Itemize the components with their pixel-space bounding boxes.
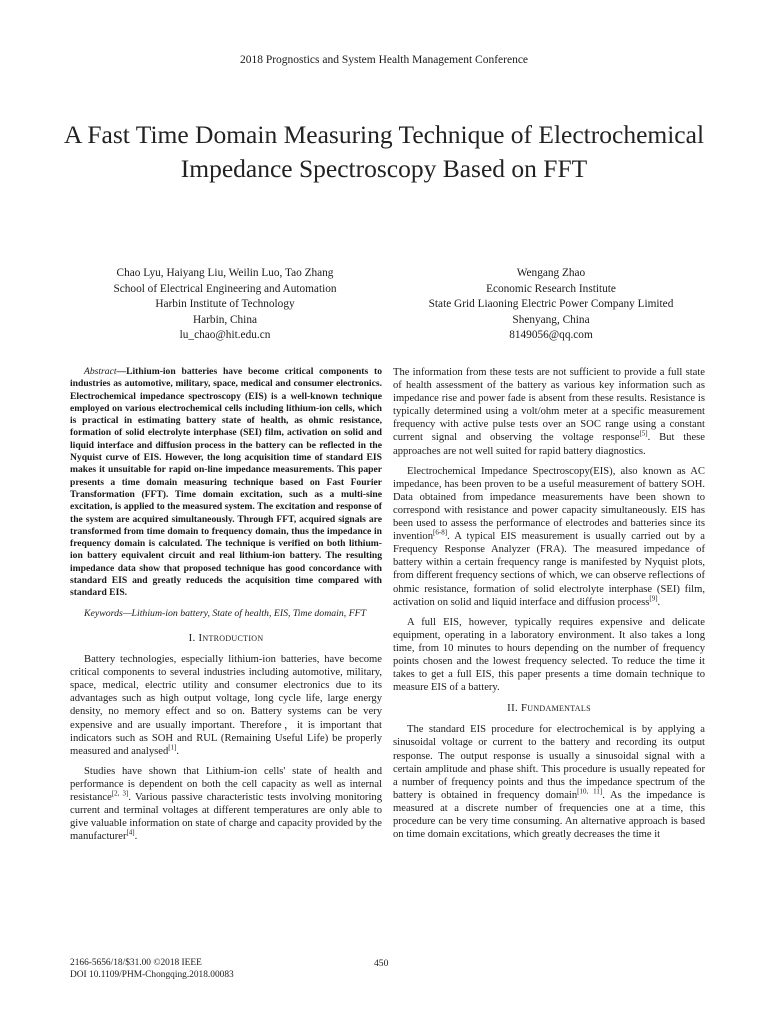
paper-title: A Fast Time Domain Measuring Technique of Electrochemical Impedance Spectroscopy Based on FFT — [63, 120, 705, 183]
abstract-label: Abstract — [84, 366, 117, 377]
keywords: Keywords—Lithium-ion battery, State of health, EIS, Time domain, FFT — [84, 607, 367, 619]
left-column — [70, 366, 382, 850]
citation: [1] — [168, 743, 177, 752]
author-names: Wengang Zhao — [516, 267, 586, 279]
citation: [4] — [126, 828, 135, 837]
abstract-text: —Lithium-ion batteries have become critical components to industries as automotive, military, space, medical and consumer electronics. Electrochemical impedance spectroscopy (EIS) is a well-known technique employed on various electrochemical cells including lithium-ion cells, which is practical in estimating battery state of health, as ohmic resistance, formation of solid electrolyte interphase (SEI) film, activation on solid and liquid interface and diffusion process in the battery can be reflected in the Nyquist curve of EIS. However, the long acquisition time of standard EIS makes it unsuitable for rapid on-line impedance measurements. This paper presents a time domain measuring technique based on Fast Fourier Transformation (FFT). Time domain excitation, such as a multi-sine excitation, is applied to the measured system. The excitation and response of the system are acquired simultaneously. Through FFT, acquired signals are transformed from time domain to frequency domain, thus the impedance in frequency domain is calculated. The technique is verified on both lithium-ion battery equivalent circuit and real lithium-ion battery. The resulting impedance data show that proposed technique has good concordance with standard EIS and greatly reduceds the acquisition time compared with standard EIS. — [70, 366, 382, 599]
right-column — [393, 366, 705, 848]
footer-copyright — [70, 958, 234, 981]
author-affiliation: Economic Research Institute — [486, 282, 616, 295]
footer-doi: DOI 10.1109/PHM-Chongqing.2018.00083 — [70, 969, 234, 980]
author-institution: Harbin Institute of Technology — [155, 298, 295, 310]
body-paragraph: Studies have shown that Lithium-ion cells' state of health and performance is dependent on both the cell capacity as well as internal resistance[2, 3]. Various passive characteristic tests involving monitoring current and terminal voltages at different temperatures are only able to give valuable information on state of charge and capacity provided by the manufacturer[4]. — [70, 765, 382, 843]
author-affiliation: School of Electrical Engineering and Automation — [113, 282, 337, 295]
body-paragraph: Battery technologies, especially lithium-ion batteries, have become critical components to several industries including automotive, military, space, medical, electric utility and consumer electronics due to its advantages such as high output voltage, long cycle life, large energy density, no memory effect and so on. Battery systems can be very expensive and are usually important. Therefore，it is important that indicators such as SOH and RUL (Remaining Useful Life) be properly measured and analysed[1]. — [70, 654, 382, 757]
footer-issn: 2166-5656/18/$31.00 ©2018 IEEE — [70, 958, 202, 968]
citation: [6-8] — [433, 528, 448, 537]
section-heading-introduction: I. Introduction — [188, 631, 264, 644]
author-email: 8149056@qq.com — [509, 329, 593, 341]
author-block-2 — [384, 266, 718, 344]
author-institution: State Grid Liaoning Electric Power Company Limited — [428, 298, 674, 310]
page-number: 450 — [374, 958, 389, 969]
citation: [10, 11] — [577, 787, 603, 796]
abstract — [70, 366, 382, 600]
author-location: Harbin, China — [192, 313, 257, 326]
body-paragraph: The standard EIS procedure for electrochemical is by applying a sinusoidal voltage or current to the battery and recording its output response. The output response is usually a sinusoidal signal with a certain amplitude and phase shift. This procedure is usually repeated for a number of frequency points and thus the impedance spectrum of the battery is obtained in frequency domain[10, 11]. As the impedance is measured at a discrete number of frequencies one at a time, this procedure can be very time consuming. An alternative approach is based on time domain excitations, which greatly decreases the time it — [393, 724, 705, 841]
citation: [2, 3] — [111, 789, 129, 798]
body-paragraph: A full EIS, however, typically requires expensive and delicate equipment, operating in a laboratory environment. It also takes a long time, from 10 minutes to hours depending on the number of frequency points chosen and the lowest frequency selected. To reduce the time it takes to get a full EIS, this paper presents a time domain technique to measure EIS of a battery. — [393, 616, 705, 694]
author-email: lu_chao@hit.edu.cn — [179, 329, 271, 341]
body-paragraph: The information from these tests are not sufficient to provide a full state of health assessment of the battery as various key information such as impedance rise and power fade is absent from these results. Resistance is typically determined using a volt/ohm meter at a specific measurement frequency with active pulse tests over an SOC range using a constant current signal and observing the voltage response[5]. But these approaches are not well suited for rapid battery diagnostics. — [393, 367, 705, 457]
author-block-1 — [58, 266, 392, 344]
author-names: Chao Lyu, Haiyang Liu, Weilin Luo, Tao Zhang — [116, 267, 334, 279]
conference-header: 2018 Prognostics and System Health Management Conference — [239, 54, 529, 66]
section-heading-fundamentals: II. Fundamentals — [507, 702, 591, 715]
body-paragraph: Electrochemical Impedance Spectroscopy(EIS), also known as AC impedance, has been proven to be a useful measurement of battery SOH. Data obtained from impedance measurements have been shown to correspond with resistance and power capacity simultaneously. EIS has been used to assess the performance of electrodes and batteries since its invention[6-8]. A typical EIS measurement is usually carried out by a Frequency Response Analyzer (FRA). The measured impedance of battery within a certain frequency range is manifested by Nyquist plots, from different frequency sections of which, we can observe reflections of ohmic resistance, formation of solid electrolyte interphase (SEI) film, activation on solid and liquid interface and diffusion process[9]. — [393, 465, 705, 608]
author-location: Shenyang, China — [512, 313, 590, 326]
citation: [9] — [649, 594, 658, 603]
citation: [5] — [639, 429, 648, 438]
